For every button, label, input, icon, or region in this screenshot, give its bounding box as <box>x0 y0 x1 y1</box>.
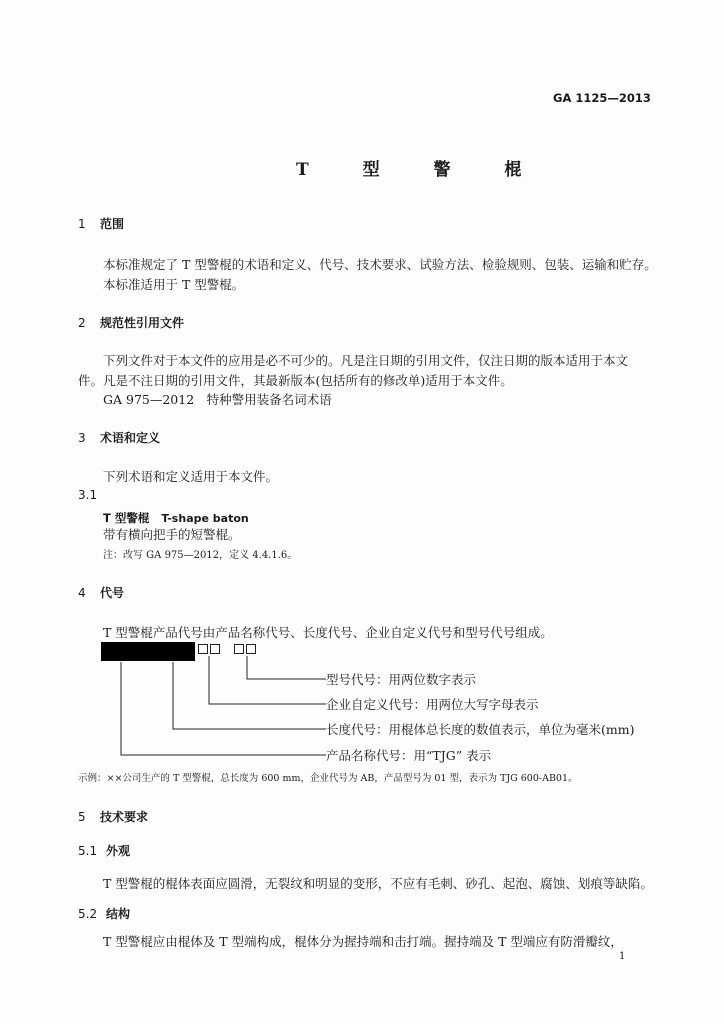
section-4-example: 示例：××公司生产的 T 型警棍，总长度为 600 mm，企业代号为 AB，产品型号为 01 型，表示为 TJG 600-AB01。 <box>78 773 578 784</box>
section-1-para-1: 本标准规定了 T 型警棍的术语和定义、代号、技术要求、试验方法、检验规则、包装、运输和贮存。 <box>103 257 657 272</box>
page-number: 1 <box>619 951 626 962</box>
section-1-para-2: 本标准适用于 T 型警棍。 <box>103 277 245 292</box>
subsection-3-1-number: 3.1 <box>78 488 98 502</box>
section-4-number: 4 <box>78 586 86 600</box>
subsection-5-2-title: 结构 <box>106 907 131 921</box>
connector-line-model <box>247 656 326 679</box>
subsection-5-2-number: 5.2 <box>78 907 98 921</box>
document-number: GA 1125—2013 <box>553 91 651 105</box>
term-note: 注：改写 GA 975—2012，定义 4.4.1.6。 <box>103 550 298 561</box>
section-2-number: 2 <box>78 316 86 330</box>
section-4-para-1: T 型警棍产品代号由产品名称代号、长度代号、企业自定义代号和型号代号组成。 <box>103 625 553 640</box>
section-4-title: 代号 <box>100 586 125 600</box>
diagram-label-length-code: 长度代号：用棍体总长度的数值表示，单位为毫米(mm) <box>326 722 635 737</box>
section-2-reference: GA 975—2012 特种警用装备名词术语 <box>103 392 332 407</box>
term-chinese: T 型警棍 <box>103 511 150 525</box>
diagram-label-enterprise-code: 企业自定义代号：用两位大写字母表示 <box>326 697 539 712</box>
section-1-title: 范围 <box>100 217 125 231</box>
subsection-5-2-para: T 型警棍应由棍体及 T 型端构成，棍体分为握持端和击打端。握持端及 T 型端应有防滑瓣纹， <box>103 934 623 949</box>
section-3-number: 3 <box>78 431 86 445</box>
subsection-5-1-heading <box>78 842 130 859</box>
term-english: T-shape baton <box>161 512 249 525</box>
section-5-number: 5 <box>78 810 86 824</box>
connector-line-enterprise <box>209 656 326 704</box>
subsection-5-2-heading <box>78 905 130 922</box>
document-title: T 型 警 棍 <box>296 160 546 180</box>
section-3-para-1: 下列术语和定义适用于本文件。 <box>103 469 279 484</box>
subsection-5-1-title: 外观 <box>106 844 131 858</box>
subsection-5-1-number: 5.1 <box>78 844 98 858</box>
connector-line-length <box>173 662 326 729</box>
section-5-title: 技术要求 <box>100 810 149 824</box>
connector-line-product-name <box>121 662 326 755</box>
section-2-para-line-1: 下列文件对于本文件的应用是必不可少的。凡是注日期的引用文件，仅注日期的版本适用于本文 <box>103 353 629 368</box>
section-5-heading <box>78 808 148 825</box>
section-1-number: 1 <box>78 217 86 231</box>
diagram-label-model-code: 型号代号：用两位数字表示 <box>326 672 477 687</box>
section-2-para-line-2: 件。凡是不注日期的引用文件，其最新版本(包括所有的修改单)适用于本文件。 <box>78 373 513 388</box>
term-definition: 带有横向把手的短警棍。 <box>103 527 241 542</box>
section-2-title: 规范性引用文件 <box>100 316 185 330</box>
section-3-title: 术语和定义 <box>100 431 161 445</box>
subsection-5-1-para: T 型警棍的棍体表面应圆滑，无裂纹和明显的变形，不应有毛刺、砂孔、起泡、腐蚀、划痕等缺陷。 <box>103 876 653 891</box>
diagram-label-product-name-code: 产品名称代号：用“TJG” 表示 <box>326 748 492 763</box>
